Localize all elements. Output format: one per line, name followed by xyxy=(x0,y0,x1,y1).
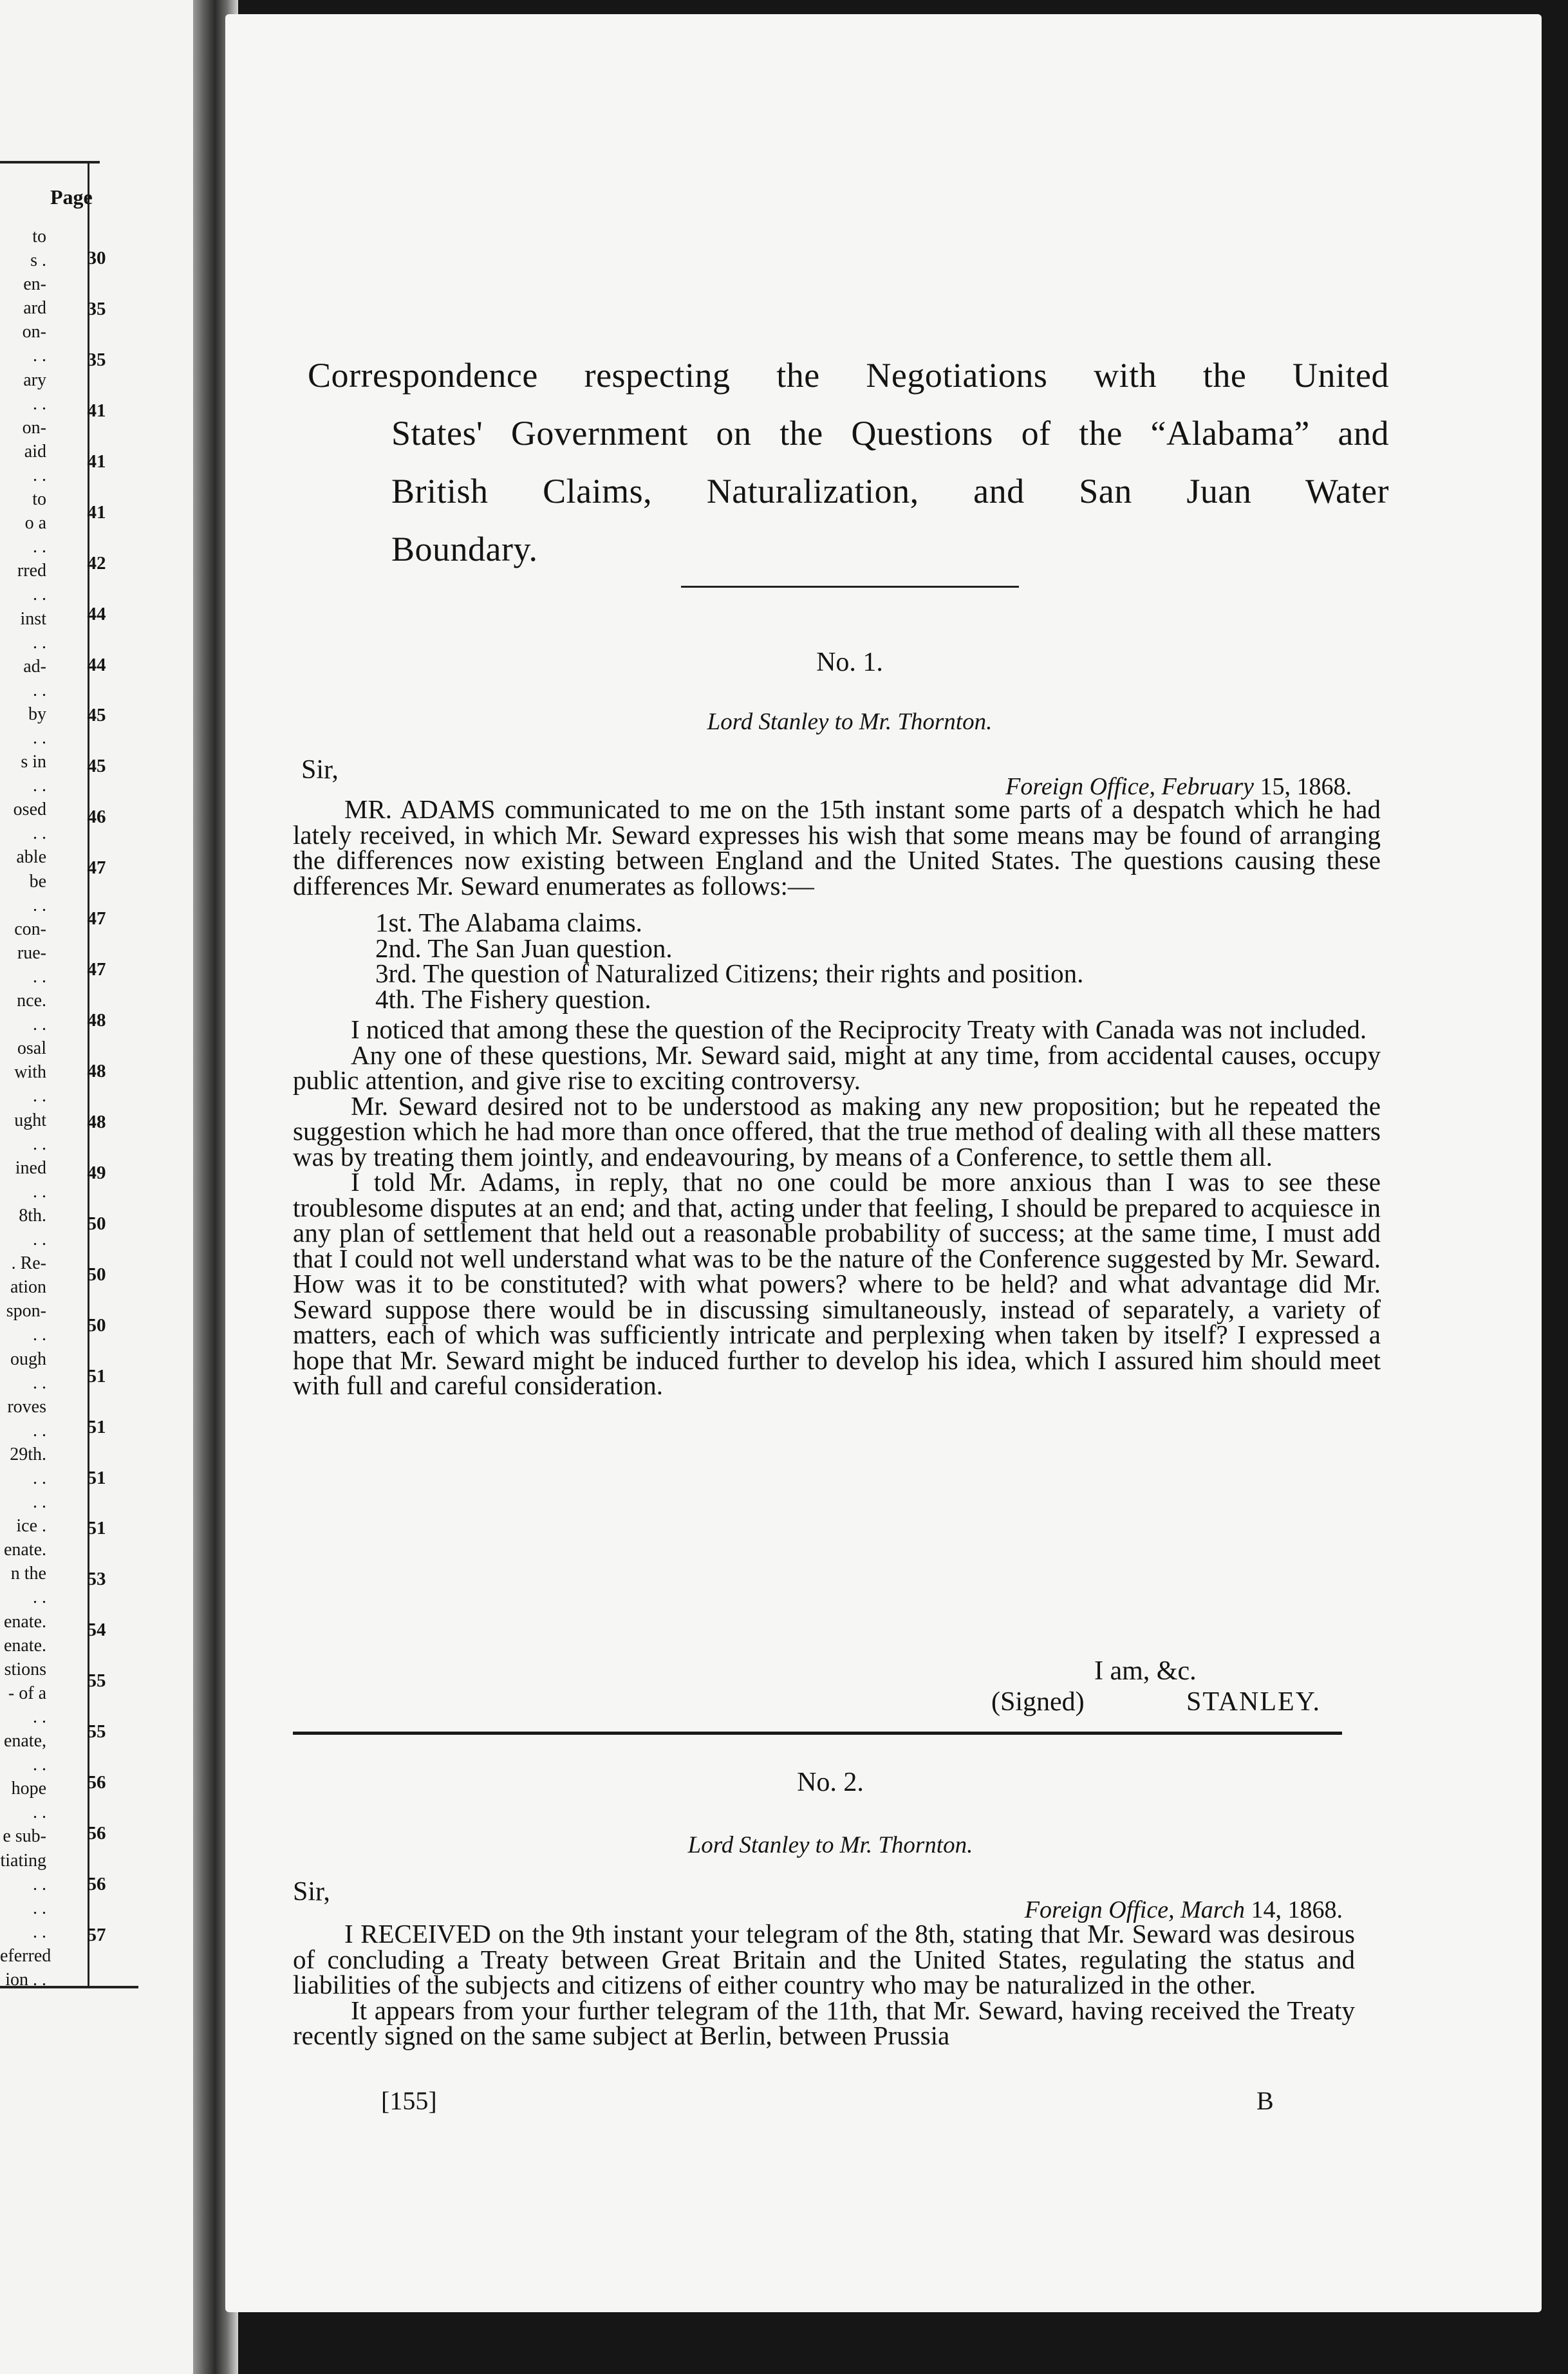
toc-entry-fragment: . . xyxy=(33,1014,46,1034)
sheet-letter: B xyxy=(1256,2086,1274,2115)
toc-entry-fragment: be xyxy=(29,872,46,892)
toc-entry-fragment: tiating xyxy=(0,1851,46,1871)
toc-entry-fragment: on- xyxy=(22,418,46,438)
dateline-day: 14, 1868. xyxy=(1251,1896,1343,1923)
toc-page-heading: Page xyxy=(50,185,93,209)
toc-entry-fragment: osal xyxy=(17,1038,46,1058)
toc-entry-fragment: with xyxy=(14,1062,46,1082)
toc-page-number: 45 xyxy=(87,705,106,725)
toc-entry-fragment: ad- xyxy=(23,657,46,677)
paragraph: I told Mr. Adams, in reply, that no one could be more anxious than I was to see these troublesome disputes at an end; and that, acting under that feeling, I should be prepared to acquiesce in any plan of settlement that held out a reasonable probability of success; at the same time, I must add that I could not well understand what was to be the nature of the Conference suggested by Mr. Seward. How was it to be constituted? with what powers? where to be held? and what advantage did Mr. Seward suppose there would be in discussing simultaneously, instead of separately, a variety of matters, each of which was sufficiently intricate and perplexing when taken by itself? I expressed a hope that Mr. Seward might be induced further to develop his idea, which I assured him should meet with full and careful consideration. xyxy=(293,1167,1381,1400)
toc-page-number: 55 xyxy=(87,1721,106,1742)
paragraph: I noticed that among these the question of the Reciprocity Treaty with Canada was not included. xyxy=(351,1014,1367,1044)
toc-entry-fragment: . . xyxy=(33,1086,46,1106)
toc-entry-fragment: ice . xyxy=(16,1516,46,1536)
toc-entry-fragment: hope xyxy=(11,1779,46,1799)
toc-page-number: 50 xyxy=(87,1315,106,1336)
toc-entry-fragment: . . xyxy=(33,1182,46,1202)
toc-entry-fragment: . . xyxy=(33,680,46,700)
toc-entry-fragment: ation xyxy=(10,1277,46,1297)
dateline-place: Foreign Office, February xyxy=(1005,773,1254,800)
toc-page-number: 48 xyxy=(87,1112,106,1132)
toc-entry-fragment: osed xyxy=(13,799,46,819)
toc-entry-fragment: . . xyxy=(33,1421,46,1441)
toc-page-number: 50 xyxy=(87,1264,106,1285)
toc-entry-fragment: . . xyxy=(33,1229,46,1249)
toc-entry-fragment: . . xyxy=(33,728,46,748)
toc-entry-fragment: . . xyxy=(33,633,46,653)
signed-mark: (Signed) xyxy=(991,1687,1085,1717)
toc-entry-fragment: inst xyxy=(20,609,46,629)
toc-entry-fragment: . . xyxy=(33,346,46,366)
toc-entry-fragment: . . xyxy=(33,1707,46,1727)
toc-page-number: 49 xyxy=(87,1163,106,1183)
toc-page-number: 41 xyxy=(87,502,106,523)
paragraph: It appears from your further telegram of the 11th, that Mr. Seward, having received the Treaty recently signed on the same subject at Berlin, between Prussia xyxy=(293,1995,1355,2050)
toc-entry-fragment: . . xyxy=(33,1492,46,1512)
toc-entry-fragment: to xyxy=(32,489,46,509)
toc-entry-fragment: . . xyxy=(33,895,46,915)
toc-entry-fragment: . . xyxy=(33,1325,46,1345)
toc-entry-fragment: . . xyxy=(33,1468,46,1488)
toc-page-number: 55 xyxy=(87,1670,106,1691)
list-item: 2nd. The San Juan question. xyxy=(375,933,673,963)
toc-entry-fragment: stions xyxy=(4,1659,46,1679)
toc-entry-fragment: en- xyxy=(23,274,46,294)
toc-entry-fragment: able xyxy=(16,847,46,867)
title-line: Correspondence respecting the Negotiations with the United xyxy=(308,356,1389,395)
paragraph: Mr. Seward desired not to be understood as making any new proposition; but he repeated the suggestion which he had more than once offered, that the true method of dealing with all these matters was by treating them jointly, and endeavouring, by means of a Conference, to settle them all. xyxy=(293,1090,1381,1172)
toc-entry-fragment: . . xyxy=(33,776,46,796)
toc-entry-fragment: nce. xyxy=(17,991,46,1011)
paragraph: Any one of these questions, Mr. Seward said, might at any time, from accidental causes, occupy public attention, and give rise to exciting controversy. xyxy=(293,1040,1381,1095)
section-rule xyxy=(293,1732,1342,1735)
left-page xyxy=(0,0,206,2374)
toc-entry-fragment: enate. xyxy=(3,1540,46,1560)
toc-entry-fragment: 29th. xyxy=(10,1444,46,1464)
toc-entry-fragment: enate, xyxy=(3,1731,46,1751)
toc-entry-fragment: . . xyxy=(33,1373,46,1393)
toc-entry-fragment: . . xyxy=(33,1898,46,1918)
toc-page-number: 51 xyxy=(87,1468,106,1488)
title-line: British Claims, Naturalization, and San Juan Water xyxy=(391,472,1389,510)
toc-entry-fragment: . . xyxy=(33,1874,46,1894)
dateline-place: Foreign Office, March xyxy=(1024,1896,1245,1923)
toc-entry-fragment: n the xyxy=(10,1564,46,1584)
toc-entry-fragment: aid xyxy=(24,442,46,462)
letter-address: Lord Stanley to Mr. Thornton. xyxy=(707,709,993,735)
toc-entry-fragment: . . xyxy=(33,823,46,843)
toc-entry-fragment: . . xyxy=(33,537,46,557)
toc-entry-fragment: ion . . xyxy=(5,1970,46,1990)
toc-entry-fragment: . . xyxy=(33,1802,46,1822)
toc-page-number: 46 xyxy=(87,807,106,827)
toc-entry-fragment: . . xyxy=(33,967,46,987)
toc-entry-fragment: to xyxy=(32,227,46,247)
toc-entry-fragment: . . xyxy=(33,1922,46,1942)
toc-entry-fragment: by xyxy=(28,704,46,724)
toc-page-number: 42 xyxy=(87,553,106,574)
paragraph: MR. ADAMS communicated to me on the 15th instant some parts of a despatch which he had lately received, in which Mr. Seward expresses his wish that some means may be found of arranging the differences now existing between England and the United States. The questions causing these differences Mr. Seward enumerates as follows:— xyxy=(293,794,1381,901)
toc-page-number: 51 xyxy=(87,1417,106,1437)
letter-number: No. 1. xyxy=(816,648,883,677)
toc-page-number: 35 xyxy=(87,350,106,370)
toc-entry-fragment: enate. xyxy=(3,1636,46,1656)
toc-entry-fragment: ard xyxy=(23,298,46,318)
toc-page-number: 47 xyxy=(87,857,106,878)
toc-page-number: 48 xyxy=(87,1061,106,1081)
toc-page-number: 56 xyxy=(87,1823,106,1844)
title-rule xyxy=(681,586,1019,588)
toc-page-number: 50 xyxy=(87,1213,106,1234)
letter-number: No. 2. xyxy=(797,1768,864,1797)
toc-page-number: 44 xyxy=(87,604,106,624)
toc-entry-fragment: - of a xyxy=(8,1683,46,1703)
toc-entry-fragment: spon- xyxy=(6,1301,46,1321)
toc-entry-fragment: eferred xyxy=(0,1946,51,1966)
salutation: Sir, xyxy=(293,1877,330,1907)
toc-entry-fragment: . . xyxy=(33,1587,46,1607)
toc-entry-fragment: . . xyxy=(33,394,46,414)
paragraph: I RECEIVED on the 9th instant your telegram of the 8th, stating that Mr. Seward was desirous of concluding a Treaty between Great Britain and the United States, regulating the status and liabilities of the subjects and citizens of either country who may be naturalized in the other. xyxy=(293,1919,1355,1999)
toc-page-number: 35 xyxy=(87,299,106,319)
toc-page-number: 56 xyxy=(87,1874,106,1894)
toc-entry-fragment: on- xyxy=(22,322,46,342)
toc-entry-fragment: ough xyxy=(10,1349,46,1369)
toc-page-number: 51 xyxy=(87,1366,106,1387)
printer-signature-mark: [155] xyxy=(381,2086,437,2115)
toc-page-number: 30 xyxy=(87,248,106,268)
list-item: 1st. The Alabama claims. xyxy=(375,908,642,937)
toc-entry-fragment: o a xyxy=(24,513,46,533)
document-title xyxy=(308,346,1389,578)
title-line: Boundary. xyxy=(391,530,538,568)
toc-entry-fragment: s . xyxy=(30,250,46,270)
toc-entry-fragment: . . xyxy=(33,1134,46,1154)
toc-page-number: 54 xyxy=(87,1620,106,1640)
toc-top-rule xyxy=(0,161,100,164)
toc-entry-fragment: rue- xyxy=(17,943,46,963)
toc-entry-fragment: ary xyxy=(23,370,46,390)
toc-entry-fragment: ught xyxy=(14,1110,46,1130)
toc-entry-fragment: enate. xyxy=(3,1612,46,1632)
toc-page-number: 47 xyxy=(87,959,106,980)
letter-body xyxy=(293,1921,1355,2049)
toc-entry-fragment: ined xyxy=(15,1158,46,1178)
dateline-day: 15, 1868. xyxy=(1260,773,1352,800)
toc-entry-fragment: . . xyxy=(33,584,46,604)
title-line: States' Government on the Questions of the “Alabama” and xyxy=(391,414,1389,453)
list-item: 4th. The Fishery question. xyxy=(375,984,651,1014)
toc-entry-fragment: s in xyxy=(21,752,46,772)
letter-address: Lord Stanley to Mr. Thornton. xyxy=(687,1832,973,1858)
toc-entry-fragment: . Re- xyxy=(11,1253,46,1273)
toc-page-number: 41 xyxy=(87,451,106,472)
list-item: 3rd. The question of Naturalized Citizens; their rights and position. xyxy=(375,958,1084,988)
closing-line: I am, &c. xyxy=(1094,1656,1197,1686)
letter-body xyxy=(293,794,1381,1400)
toc-entry-fragment: . . xyxy=(33,465,46,485)
toc-page-number: 41 xyxy=(87,400,106,421)
toc-entry-fragment: rred xyxy=(17,561,46,581)
toc-page-number: 51 xyxy=(87,1518,106,1538)
toc-page-number: 48 xyxy=(87,1010,106,1031)
toc-entry-fragment: . . xyxy=(33,1755,46,1775)
toc-entry-fragment: con- xyxy=(14,919,46,939)
salutation: Sir, xyxy=(301,755,339,785)
toc-page-number: 47 xyxy=(87,908,106,929)
toc-page-number: 44 xyxy=(87,655,106,675)
toc-page-number: 57 xyxy=(87,1925,106,1945)
toc-page-number: 53 xyxy=(87,1569,106,1589)
toc-page-number: 56 xyxy=(87,1772,106,1793)
toc-entry-fragment: e sub- xyxy=(3,1826,46,1846)
toc-entry-fragment: 8th. xyxy=(19,1206,46,1226)
signature-name: STANLEY. xyxy=(1186,1687,1321,1717)
toc-page-number: 45 xyxy=(87,756,106,776)
toc-entry-fragment: roves xyxy=(7,1397,46,1417)
